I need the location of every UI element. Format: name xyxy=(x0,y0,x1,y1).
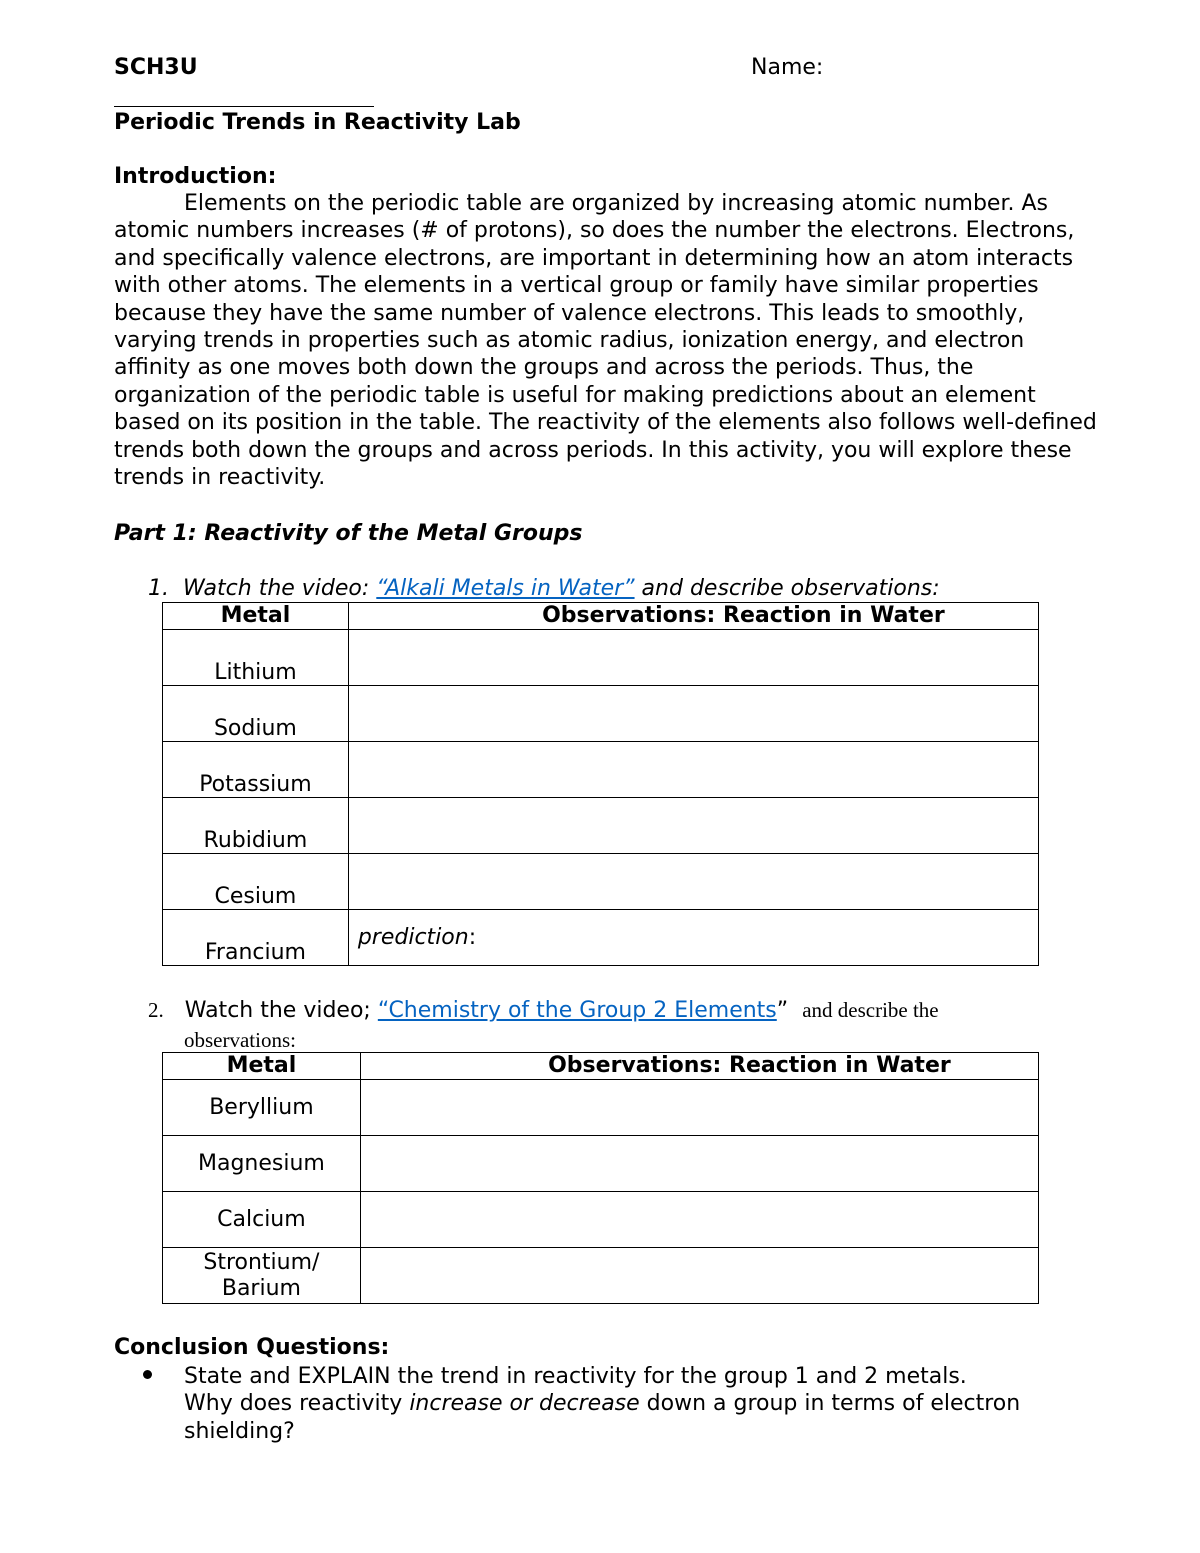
part1-heading: Part 1: Reactivity of the Metal Groups xyxy=(114,521,583,546)
question-2-prefix: Watch the video; xyxy=(184,998,378,1023)
metal-name: Cesium xyxy=(163,854,349,910)
course-code: SCH3U xyxy=(114,55,198,80)
metal-name: Potassium xyxy=(163,742,349,798)
question-2-link-close: ” xyxy=(776,998,789,1023)
table-row xyxy=(163,630,1039,686)
question-2-suffix-line1: and describe the xyxy=(802,998,939,1022)
metal-name xyxy=(163,1248,361,1304)
observation-cell[interactable] xyxy=(360,1136,1038,1192)
metal-column-header: Metal xyxy=(163,603,349,630)
metal-name: Francium xyxy=(163,910,349,966)
question-1-number: 1. xyxy=(148,576,169,601)
observation-cell[interactable] xyxy=(348,798,1038,854)
bullet-icon xyxy=(143,1370,152,1379)
metal-name: Beryllium xyxy=(163,1080,361,1136)
observation-cell[interactable] xyxy=(348,742,1038,798)
conclusion-heading: Conclusion Questions: xyxy=(114,1335,390,1360)
table-row xyxy=(163,910,1039,966)
conclusion-line1: State and EXPLAIN the trend in reactivity for the group 1 and 2 metals. xyxy=(184,1364,967,1389)
metal-name-line1: Strontium/ xyxy=(203,1249,320,1275)
conclusion-line2-a: Why does reactivity xyxy=(184,1391,410,1417)
group-2-video-link[interactable]: “Chemistry of the Group 2 Elements xyxy=(377,998,777,1023)
group-2-metals-table xyxy=(162,1052,1039,1304)
observation-cell[interactable] xyxy=(360,1192,1038,1248)
observation-cell[interactable] xyxy=(348,686,1038,742)
conclusion-question xyxy=(184,1363,1020,1445)
conclusion-line2-b: down a group in terms of electron xyxy=(639,1391,1021,1417)
prediction-label: prediction xyxy=(357,925,469,950)
metal-name: Magnesium xyxy=(163,1136,361,1192)
observations-column-header: Observations: Reaction in Water xyxy=(348,603,1038,630)
observation-cell[interactable] xyxy=(360,1080,1038,1136)
table-row xyxy=(163,798,1039,854)
metal-name: Sodium xyxy=(163,686,349,742)
table-row xyxy=(163,1136,1039,1192)
introduction-heading: Introduction: xyxy=(114,164,277,189)
table-row xyxy=(163,686,1039,742)
alkali-metals-video-link[interactable]: “Alkali Metals in Water” xyxy=(376,576,635,601)
question-2 xyxy=(148,998,939,1023)
question-1-prefix: Watch the video: xyxy=(183,576,377,601)
question-2-suffix-line2: observations: xyxy=(184,1028,296,1052)
metal-name: Rubidium xyxy=(163,798,349,854)
observation-cell[interactable] xyxy=(348,854,1038,910)
observations-column-header: Observations: Reaction in Water xyxy=(360,1053,1038,1080)
metal-name: Calcium xyxy=(163,1192,361,1248)
table-row xyxy=(163,854,1039,910)
table-header-row xyxy=(163,1053,1039,1080)
table-row xyxy=(163,1080,1039,1136)
conclusion-line3: shielding? xyxy=(184,1418,295,1444)
table-row xyxy=(163,742,1039,798)
conclusion-line2 xyxy=(184,1390,1020,1417)
observation-cell[interactable] xyxy=(348,630,1038,686)
francium-prediction-cell[interactable] xyxy=(348,910,1038,966)
question-1 xyxy=(148,576,940,601)
question-2-number: 2. xyxy=(148,998,164,1022)
metal-column-header: Metal xyxy=(163,1053,361,1080)
name-label: Name: xyxy=(751,55,824,80)
table-header-row xyxy=(163,603,1039,630)
metal-name-line2: Barium xyxy=(221,1275,301,1301)
introduction-paragraph: Elements on the periodic table are organized by increasing atomic number. As atomic numbers increases (# of protons), so does the number the electrons. Electrons, and specifically valence electrons, are important in determining how an atom interacts with other atoms. The elements in a vertical group or family have similar properties because they have the same number of valence electrons. This leads to smoothly, varying trends in properties such as atomic radius, ionization energy, and electron affinity as one moves both down the groups and across the periods. Thus, the organization of the periodic table is useful for making predictions about an element based on its position in the table. The reactivity of the elements also follows well-defined trends both down the groups and across periods. In this activity, you will explore these trends in reactivity. xyxy=(114,191,1097,491)
question-1-suffix: and describe observations: xyxy=(634,576,940,601)
page-title: Periodic Trends in Reactivity Lab xyxy=(114,110,521,135)
metal-name: Lithium xyxy=(163,630,349,686)
conclusion-line2-italic: increase or decrease xyxy=(409,1391,640,1417)
alkali-metals-table xyxy=(162,602,1039,966)
prediction-colon: : xyxy=(468,925,477,950)
table-row xyxy=(163,1248,1039,1304)
observation-cell[interactable] xyxy=(360,1248,1038,1304)
table-row xyxy=(163,1192,1039,1248)
name-underline xyxy=(114,106,374,107)
